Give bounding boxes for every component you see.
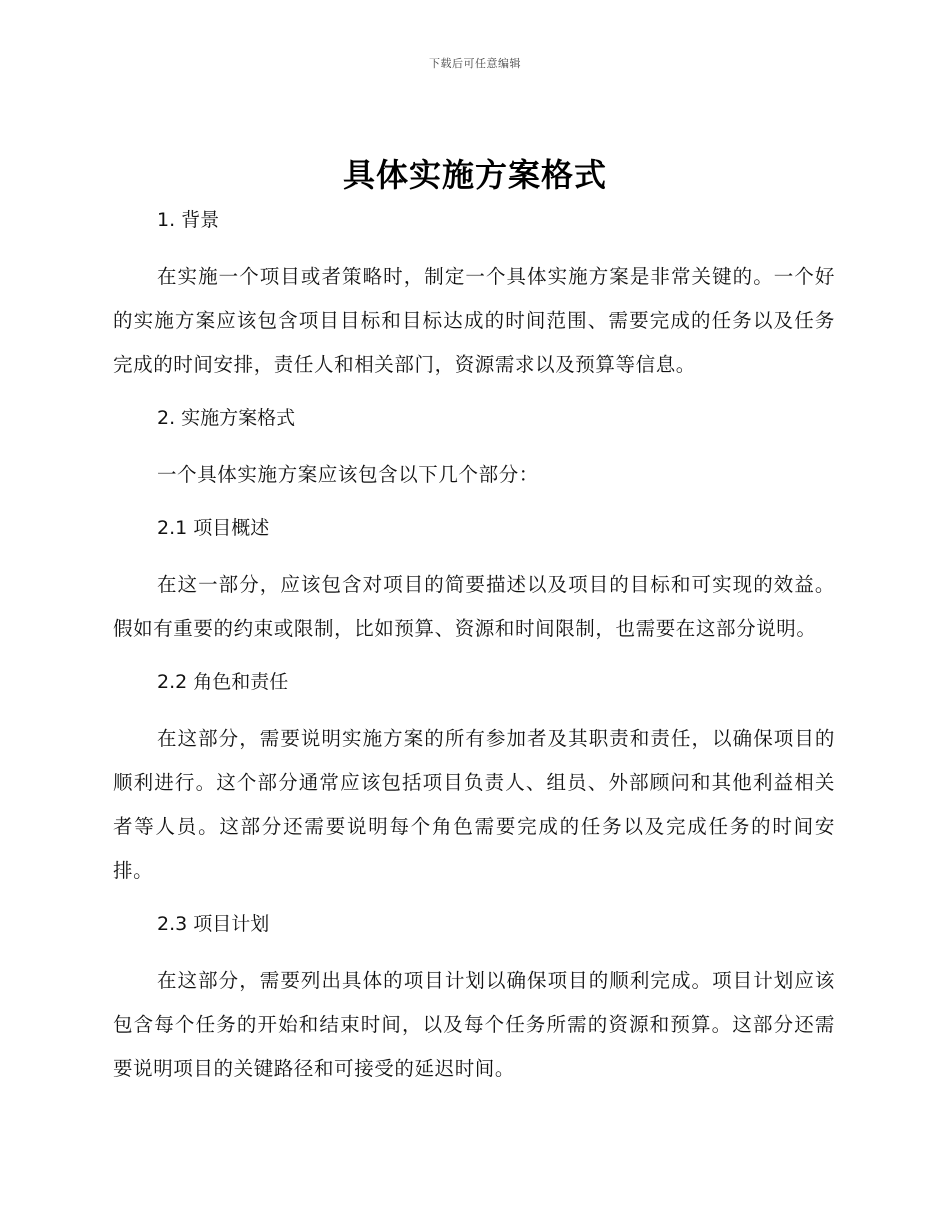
section-heading-background: 1. 背景 — [157, 209, 220, 231]
section-paragraph: 在这一部分，应该包含对项目的简要描述以及项目的目标和可实现的效益。假如有重要的约束或限制，比如预算、资源和时间限制，也需要在这部分说明。 — [113, 573, 835, 640]
section-heading-plan: 2.3 项目计划 — [157, 913, 270, 935]
section-paragraph: 在这部分，需要说明实施方案的所有参加者及其职责和责任，以确保项目的顺利进行。这个部分通常应该包括项目负责人、组员、外部顾问和其他利益相关者等人员。这部分还需要说明每个角色需要完成的任务以及完成任务的时间安排。 — [113, 727, 835, 882]
header-note: 下载后可任意编辑 — [429, 57, 521, 70]
section-heading-roles: 2.2 角色和责任 — [157, 671, 289, 693]
section-heading-overview: 2.1 项目概述 — [157, 517, 270, 539]
section-paragraph: 一个具体实施方案应该包含以下几个部分： — [157, 463, 539, 486]
section-heading-format: 2. 实施方案格式 — [157, 407, 296, 429]
section-paragraph: 在这部分，需要列出具体的项目计划以确保项目的顺利完成。项目计划应该包含每个任务的开始和结束时间，以及每个任务所需的资源和预算。这部分还需要说明项目的关键路径和可接受的延迟时间。 — [113, 969, 835, 1080]
section-paragraph: 在实施一个项目或者策略时，制定一个具体实施方案是非常关键的。一个好的实施方案应该包含项目目标和目标达成的时间范围、需要完成的任务以及任务完成的时间安排，责任人和相关部门，资源需求以及预算等信息。 — [113, 265, 835, 376]
document-body — [113, 205, 835, 1091]
document-title: 具体实施方案格式 — [342, 156, 607, 194]
